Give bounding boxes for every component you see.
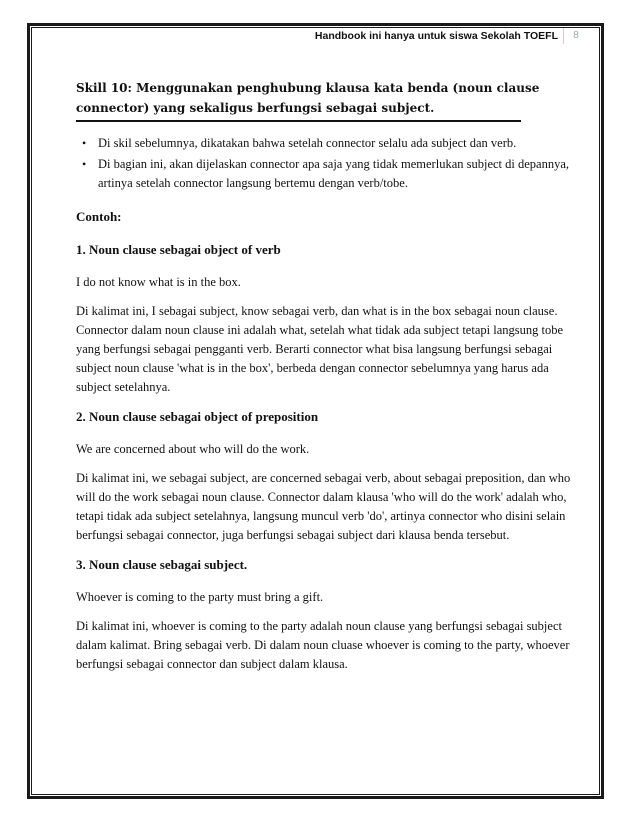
page-number: 8 (563, 28, 588, 44)
bullet-item: • Di bagian ini, akan dijelaskan connector apa saja yang tidak memerlukan subject di depannya, artinya setelah connector langsung bertemu dengan verb/tobe. (96, 155, 576, 193)
section-heading: 2. Noun clause sebagai object of preposition (76, 409, 319, 424)
skill-title (76, 78, 576, 118)
page-content (76, 78, 576, 684)
bullet-item: • Di skil sebelumnya, dikatakan bahwa setelah connector selalu ada subject dan verb. (96, 134, 576, 153)
running-header: Handbook ini hanya untuk siswa Sekolah TOEFL (314, 30, 558, 42)
skill-title-line-1: Skill 10: Menggunakan penghubung klausa kata benda (noun clause (76, 81, 540, 95)
example-sentence: I do not know what is in the box. (76, 275, 241, 289)
skill-title-line-2: connector) yang sekaligus berfungsi sebagai subject. (76, 101, 435, 115)
explanation-paragraph: Di kalimat ini, I sebagai subject, know sebagai verb, dan what is in the box sebagai noun clause. Connector dalam noun clause ini adalah what, setelah what tidak ada subject tetapi langsung tobe yang berfungsi sebagai pengganti verb. Berarti connector what bisa langsung berfungsi sebagai subject noun clause 'what is in the box', berbeda dengan connector sebelumnya yang harus ada subject setelahnya. (76, 304, 563, 394)
example-sentence: Whoever is coming to the party must bring a gift. (76, 590, 324, 604)
bullet-list (76, 134, 576, 193)
explanation-paragraph: Di kalimat ini, whoever is coming to the party adalah noun clause yang berfungsi sebagai subject dalam kalimat. Bring sebagai verb. Di dalam noun cluase whoever is coming to the party, whoever berfungsi sebagai connector dan subject dalam klausa. (76, 619, 570, 671)
explanation-paragraph: Di kalimat ini, we sebagai subject, are concerned sebagai verb, about sebagai preposition, dan who will do the work sebagai noun clause. Connector dalam klausa 'who will do the work' adalah who, tetapi tidak ada subject setelahnya, langsung muncul verb 'do', artinya connector who disini selain berfungsi sebagai connector, juga berfungsi sebagai subject dari klausa benda tersebut. (76, 471, 571, 542)
section-heading: 3. Noun clause sebagai subject. (76, 557, 248, 572)
example-sentence: We are concerned about who will do the work. (76, 442, 310, 456)
contoh-label: Contoh: (76, 209, 122, 224)
title-underline (76, 120, 521, 122)
section-heading: 1. Noun clause sebagai object of verb (76, 242, 281, 257)
